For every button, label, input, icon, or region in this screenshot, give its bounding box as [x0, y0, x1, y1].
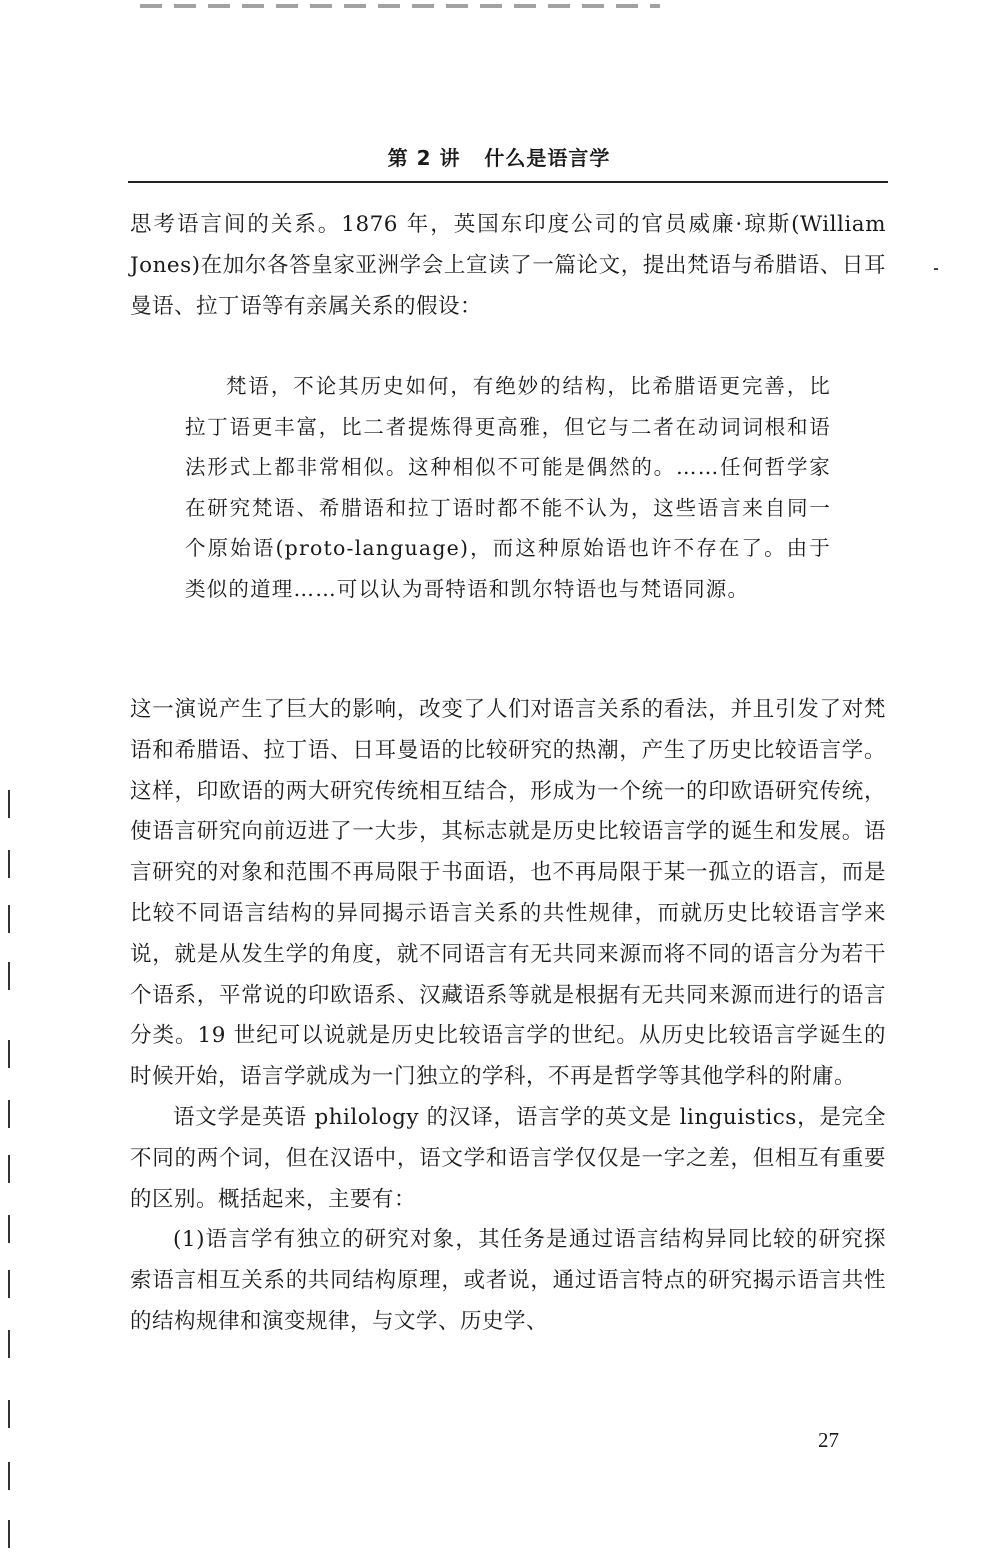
binding-mark [8, 790, 10, 818]
paragraph: 语文学是英语 philology 的汉译，语言学的英文是 linguistics，是完全不同的两个词，但在汉语中，语文学和语言学仅仅是一字之差，但相互有重要的区别。概括起来，主要有： [130, 1104, 886, 1212]
paragraph: 这一演说产生了巨大的影响，改变了人们对语言关系的看法，并且引发了对梵语和希腊语、拉丁语、日耳曼语的比较研究的热潮，产生了历史比较语言学。这样，印欧语的两大研究传统相互结合，形成为一个统一的印欧语研究传统，使语言研究向前迈进了一大步，其标志就是历史比较语言学的诞生和发展。语言研究的对象和范围不再局限于书面语，也不再局限于某一孤立的语言，而是比较不同语言结构的异同揭示语言关系的共性规律，而就历史比较语言学来说，就是从发生学的角度，就不同语言有无共同来源而将不同的语言分为若干个语系，平常说的印欧语系、汉藏语系等就是根据有无共同来源而进行的语言分类。19 世纪可以说就是历史比较语言学的世纪。从历史比较语言学诞生的时候开始，语言学就成为一门独立的学科，不再是哲学等其他学科的附庸。 [130, 697, 886, 1090]
binding-mark [8, 1330, 10, 1358]
scan-speck [934, 268, 938, 270]
binding-mark [8, 962, 10, 990]
binding-mark [8, 850, 10, 878]
page-number: 27 [818, 1428, 839, 1452]
binding-mark [8, 1100, 10, 1128]
scan-artifact [140, 4, 660, 8]
running-head: 第 2 讲 什么是语言学 [387, 146, 611, 170]
binding-mark [8, 1040, 10, 1068]
paragraph: (1)语言学有独立的研究对象，其任务是通过语言结构异同比较的研究探索语言相互关系的共同结构原理，或者说，通过语言特点的研究揭示语言共性的结构规律和演变规律，与文学、历史学、 [130, 1227, 886, 1334]
binding-mark [8, 905, 10, 933]
binding-mark [8, 1270, 10, 1298]
header-rule [128, 181, 888, 183]
intro-paragraph [130, 205, 886, 327]
block-quote [185, 366, 831, 610]
binding-mark [8, 1155, 10, 1183]
binding-mark [8, 1400, 10, 1428]
paragraph: 思考语言间的关系。1876 年，英国东印度公司的官员威廉·琼斯(William Jones)在加尔各答皇家亚洲学会上宣读了一篇论文，提出梵语与希腊语、日耳曼语、拉丁语等有亲属关系的假设： [130, 212, 886, 319]
binding-mark [8, 1520, 10, 1548]
quote-text: 梵语，不论其历史如何，有绝妙的结构，比希腊语更完善，比拉丁语更丰富，比二者提炼得更高雅，但它与二者在动词词根和语法形式上都非常相似。这种相似不可能是偶然的。……任何哲学家在研究梵语、希腊语和拉丁语时都不能不认为，这些语言来自同一个原始语(proto-language)，而这种原始语也许不存在了。由于类似的道理……可以认为哥特语和凯尔特语也与梵语同源。 [185, 374, 831, 601]
binding-mark [8, 1215, 10, 1243]
binding-mark [8, 1462, 10, 1490]
main-text [130, 690, 886, 1343]
